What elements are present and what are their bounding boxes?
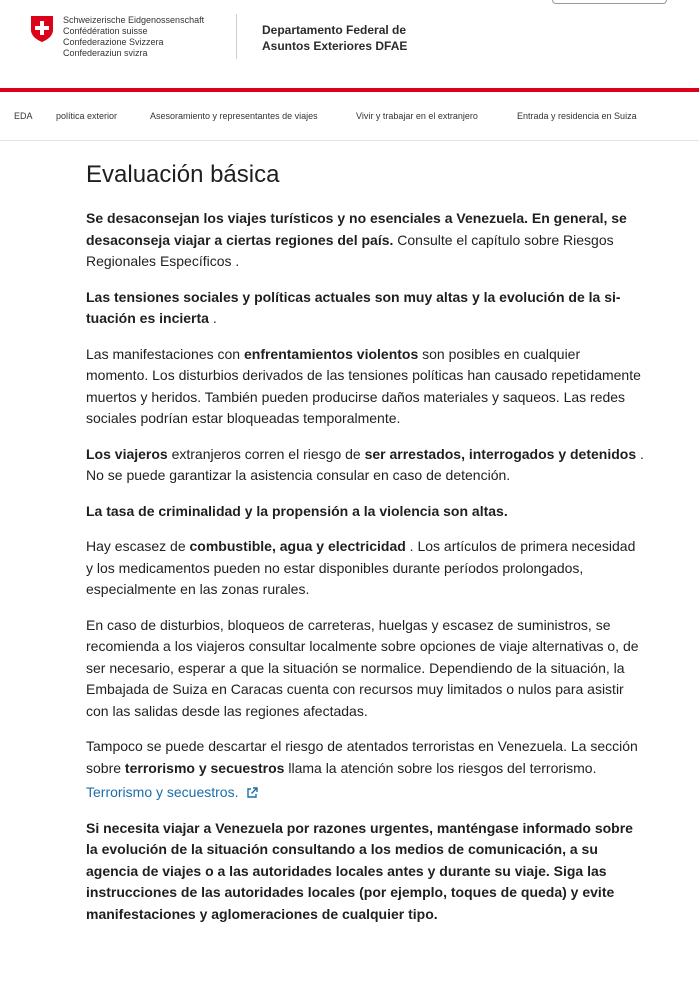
travelers-bold-1: Los viajeros [86,445,168,462]
external-link-icon [246,787,258,799]
tensions-text: . [208,310,217,326]
nav-item-asesoramiento[interactable]: Asesoramiento y representantes de viajes [150,111,318,121]
paragraph-tensions [86,287,646,330]
paragraph-criminality: La tasa de criminalidad y la propensión a la violencia son altas. [86,502,508,519]
department-name-line2: Asuntos Exteriores DFAE [262,39,408,53]
terrorism-text-1: Tampoco se puede descartar el riesgo de atentados terroristas en Venezuela. La sección sobre [86,738,638,776]
confederation-name-fr: Confédération suisse [63,26,148,36]
nav-item-eda[interactable]: EDA [14,111,33,121]
terrorism-text-2: llama la atención sobre los riesgos del terrorismo. [284,759,597,776]
page-title: Evaluación básica [86,161,280,188]
advisory-text: Consulte el capítulo sobre Riesgos Regionales Específicos . [86,231,614,269]
confederation-names [63,15,204,59]
paragraph-urgent-travel: Si necesita viajar a Venezuela por razones urgentes, manténgase informado sobre la evolución de la situación consultando a los medios de comunicación, a su agencia de viajes o a las autoridades locales antes y durante su viaje. Siga las instrucciones de las autoridades locales (por ejemplo, toques de queda) y evite manifestaciones y aglomeraciones de cualquier tipo. [86,819,633,922]
tensions-bold: Las tensiones sociales y políticas actuales son muy altas y la evolución de la situación es incierta [86,288,621,326]
main-content [86,150,646,925]
shortages-text-2: . Los artículos de primera necesidad y los medicamentos pueden no estar disponibles durante períodos prolongados, especialmente en las zonas rurales. [86,538,636,597]
advisory-bold: Se desaconsejan los viajes turísticos y no esenciales a Venezuela. En general, se desaconseja viajar a ciertas regiones del país. [86,210,627,248]
terrorism-link[interactable] [86,782,258,804]
paragraph-disturbances: En caso de disturbios, bloqueos de carreteras, huelgas y escasez de suministros, se recomienda a los viajeros consultar localmente sobre opciones de viaje alternativas o, de ser necesario, esperar a que la situación se normalice. Dependiendo de la situación, la Embajada de Suiza en Caracas cuenta con recursos muy limitados o nulos para asistir con las salidas desde las regiones afectadas. [86,616,639,719]
confederation-name-it: Confederazione Svizzera [63,37,164,47]
paragraph-advisory [86,208,646,273]
terrorism-link-label: Terrorismo y secuestros. [86,784,239,800]
site-header [0,0,699,88]
paragraph-manifestations [86,344,646,430]
nav-item-vivir-trabajar[interactable]: Vivir y trabajar en el extranjero [356,111,478,121]
header-divider [236,14,237,59]
travelers-text-2: . No se puede garantizar la asistencia consular en caso de detención. [86,445,644,483]
shortages-bold: combustible, agua y electricidad [189,538,406,554]
nav-item-entrada-residencia[interactable]: Entrada y residencia en Suiza [517,111,637,121]
swiss-flag-icon[interactable] [30,15,54,43]
terrorism-link-row [86,782,646,804]
confederation-name-rm: Confederaziun svizra [63,48,148,58]
header-top-button[interactable] [552,0,667,4]
travelers-text-1: extranjeros corren el riesgo de [167,445,365,462]
paragraph-terrorism [86,736,646,779]
paragraph-shortages [86,536,646,601]
travelers-bold-2: ser arrestados, interrogados y detenidos [364,445,637,462]
terrorism-bold: terrorismo y secuestros [124,759,285,776]
shortages-text-1: Hay escasez de [86,538,190,554]
department-name-line1: Departamento Federal de [262,23,407,37]
main-nav [0,92,699,141]
manifestations-text-2: son posibles en cualquier momento. Los disturbios derivados de las tensiones políticas han causado repetidamente muertos y heridos. También pueden producirse daños materiales y saqueos. Las redes sociales podrían estar bloqueadas temporalmente. [86,345,641,426]
manifestations-bold: enfrentamientos violentos [243,345,419,362]
manifestations-text-1: Las manifestaciones con [86,345,244,362]
nav-item-politica-exterior[interactable]: política exterior [56,111,118,121]
department-name[interactable] [262,22,407,54]
confederation-name-de: Schweizerische Eidgenossenschaft [63,15,205,25]
paragraph-travelers [86,444,646,487]
